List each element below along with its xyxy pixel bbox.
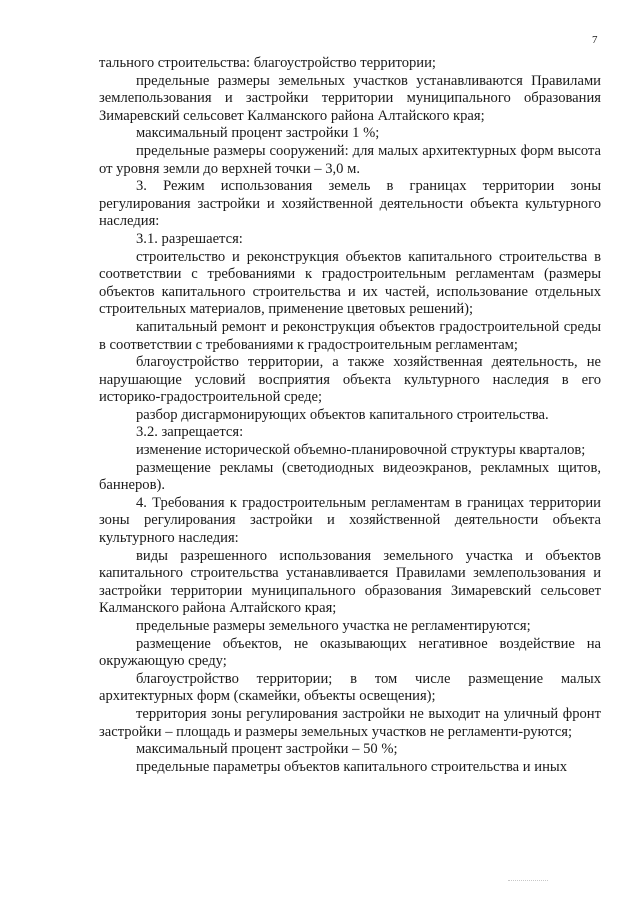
paragraph: строительство и реконструкция объектов капитального строительства в соответствии с требованиями к градостроительным регламентам (размеры объектов капитального строительства и их частей, использование отдельных строительных материалов, применение цветовых решений); [99,248,601,318]
paragraph: предельные размеры земельных участков устанавливаются Правилами землепользования и застройки территории муниципального образования Зимаревский сельсовет Калманского района Алтайского края; [99,72,601,124]
paragraph: благоустройство территории; в том числе размещение малых архитектурных форм (скамейки, объекты освещения); [99,670,601,705]
scan-artifact [508,880,548,883]
paragraph: 3. Режим использования земель в границах территории зоны регулирования застройки и хозяйственной деятельности объекта культурного наследия: [99,178,601,230]
paragraph: размещение рекламы (светодиодных видеоэкранов, рекламных щитов, баннеров). [99,459,601,494]
paragraph: 4. Требования к градостроительным регламентам в границах территории зоны регулирования застройки и хозяйственной деятельности объекта культурного наследия: [99,494,601,547]
paragraph: благоустройство территории, а также хозяйственная деятельность, не нарушающие условий восприятия объекта культурного наследия в его историко-градостроительной среде; [99,354,601,406]
page-number: 7 [592,34,598,46]
paragraph: максимальный процент застройки – 50 %; [136,741,398,758]
paragraph: максимальный процент застройки 1 %; [136,125,380,142]
paragraph: 3.2. запрещается: [136,424,244,441]
paragraph: капитальный ремонт и реконструкция объектов градостроительной среды в соответствии с требованиями к градостроительным регламентам; [99,318,601,353]
paragraph: предельные параметры объектов капитального строительства и иных [136,758,567,775]
paragraph: 3.1. разрешается: [136,230,243,247]
paragraph: разбор дисгармонирующих объектов капитального строительства. [136,406,549,423]
document-body [99,55,601,776]
paragraph: изменение исторической объемно-планировочной структуры кварталов; [136,442,586,459]
paragraph: виды разрешенного использования земельного участка и объектов капитального строительства устанавливается Правилами землепользования и застройки территории муниципального образования Зимаревский сельсовет Калманского района Алтайского края; [99,547,601,617]
paragraph: предельные размеры земельного участка не регламентируются; [136,618,531,634]
paragraph: территория зоны регулирования застройки не выходит на уличный фронт застройки – площадь и размеры земельных участков не регламенти-руются; [99,705,601,740]
paragraph: размещение объектов, не оказывающих негативное воздействие на окружающую среду; [99,635,601,670]
paragraph: тального строительства: благоустройство территории; [99,55,436,71]
paragraph: предельные размеры сооружений: для малых архитектурных форм высота от уровня земли до верхней точки – 3,0 м. [99,142,601,177]
